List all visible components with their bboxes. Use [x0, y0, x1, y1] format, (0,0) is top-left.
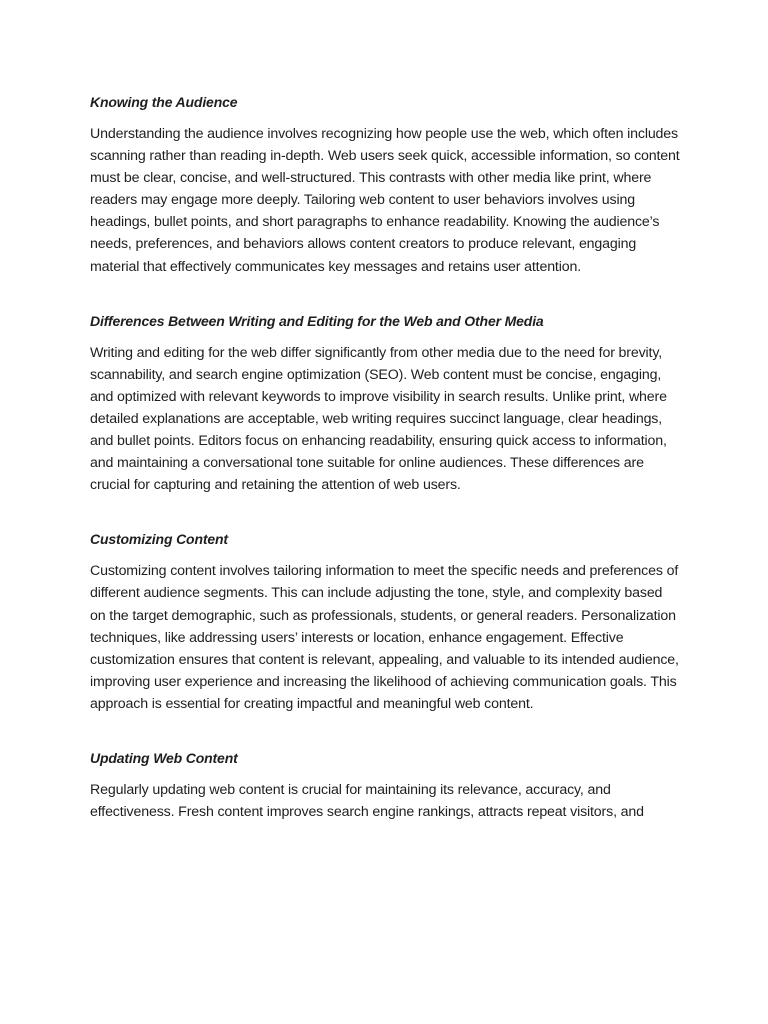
section-updating-web-content [90, 748, 680, 823]
section-heading: Updating Web Content [90, 749, 238, 766]
section-knowing-the-audience [90, 92, 680, 278]
section-heading: Customizing Content [90, 531, 228, 548]
section-writing-editing-differences [90, 311, 680, 497]
section-paragraph: Understanding the audience involves recognizing how people use the web, which often includes scanning rather than reading in-depth. Web users seek quick, accessible information, so content must be clear, concise, and well-structured. This contrasts with other media like print, where readers may engage more deeply. Tailoring web content to user behaviors involves using headings, bullet points, and short paragraphs to enhance readability. Knowing the audience’s needs, preferences, and behaviors allows content creators to produce relevant, engaging material that effectively communicates key messages and retains user attention. [90, 126, 680, 275]
section-heading: Knowing the Audience [90, 94, 238, 110]
section-heading: Differences Between Writing and Editing for the Web and Other Media [90, 312, 544, 329]
section-customizing-content [90, 529, 680, 715]
section-paragraph: Writing and editing for the web differ significantly from other media due to the need for brevity, scannability, and search engine optimization (SEO). Web content must be concise, engaging, and optimized with relevant keywords to improve visibility in search results. Unlike print, where detailed explanations are acceptable, web writing requires succinct language, clear headings, and bullet points. Editors focus on enhancing readability, ensuring quick access to information, and maintaining a conversational tone suitable for online audiences. These differences are crucial for capturing and retaining the attention of web users. [90, 344, 667, 494]
section-paragraph: Customizing content involves tailoring information to meet the specific needs and preferences of different audience segments. This can include adjusting the tone, style, and complexity based on the target demographic, such as professionals, students, or general readers. Personalization techniques, like addressing users’ interests or location, enhance engagement. Effective customization ensures that content is relevant, appealing, and valuable to its intended audience, improving user experience and increasing the likelihood of achieving communication goals. This approach is essential for creating impactful and meaningful web content. [90, 563, 679, 712]
section-paragraph: Regularly updating web content is crucial for maintaining its relevance, accuracy, and effectiveness. Fresh content improves search engine rankings, attracts repeat visitors, and [90, 781, 644, 821]
document-page [90, 92, 680, 823]
